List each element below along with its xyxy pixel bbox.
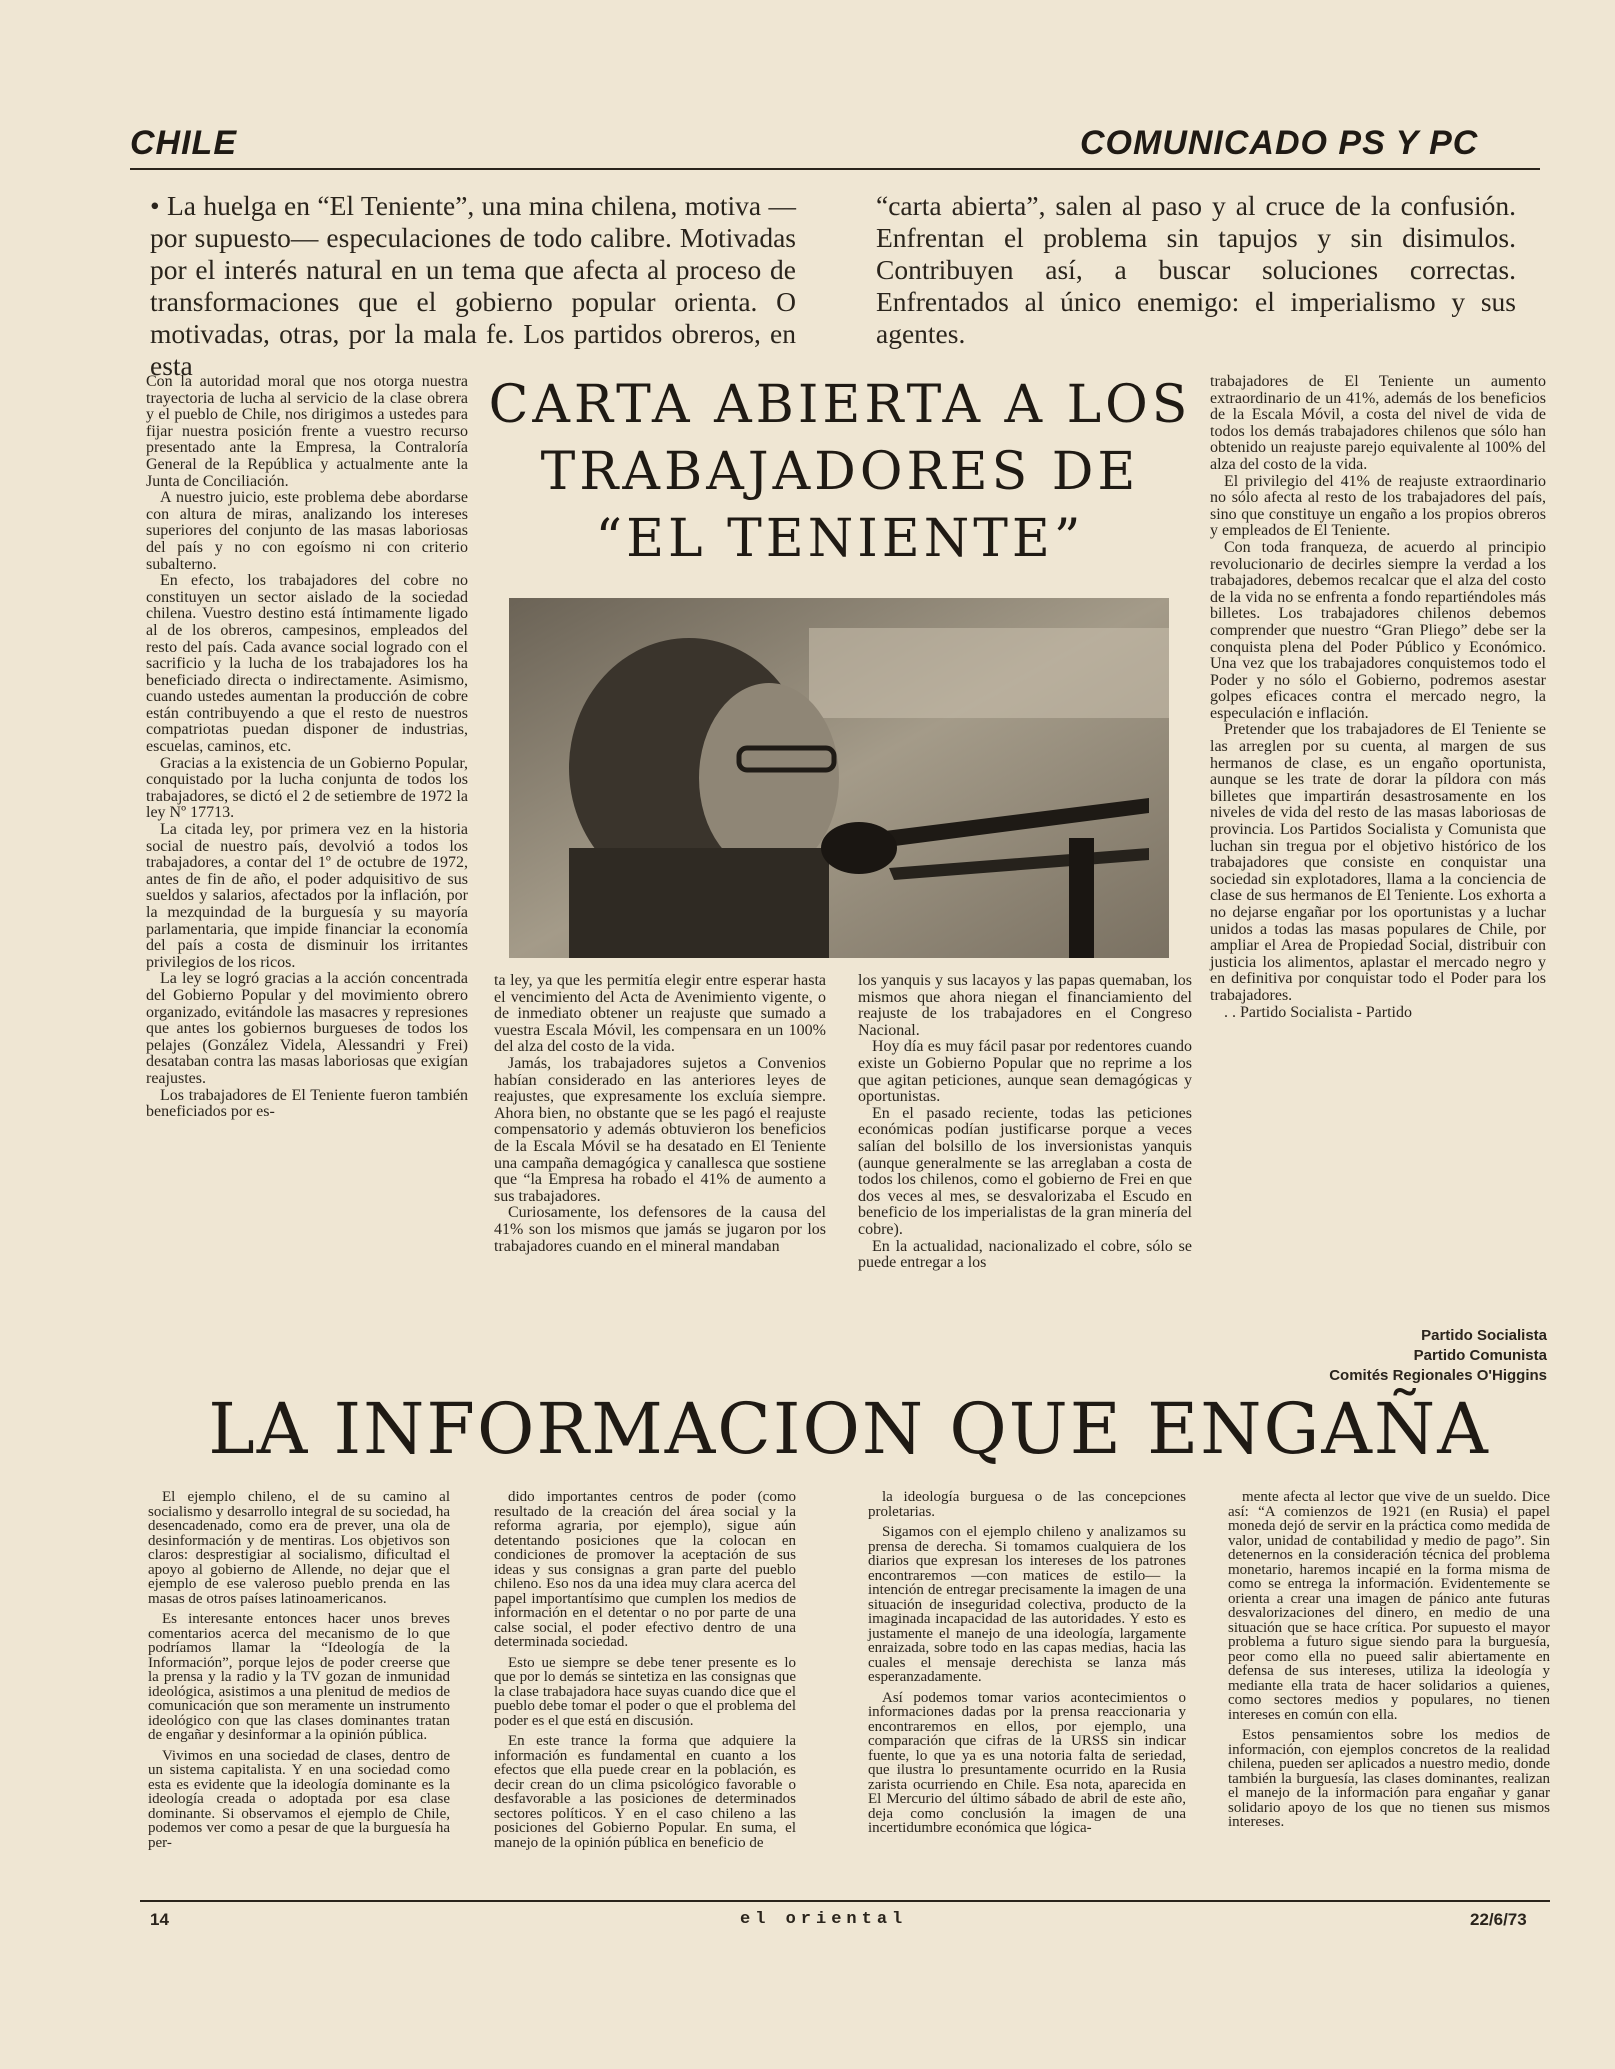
title-line: TRABAJADORES DE bbox=[540, 442, 1140, 502]
paragraph: Sigamos con el ejemplo chileno y analizamos su prensa de derecha. Si tomamos cualquiera de los diarios que expresan los intereses de los patrones encontraremos —con matices de estilo— la intención de entregar precisamente la imagen de una situación de inseguridad colectiva, producto de la imaginada incapacidad de las autoridades. Y esto es justamente el manejo de una ideología, largamente enraizada, sobre todo en las capas medias, hacia las cuales el mensaje derechista se lanza más esperanzadamente. bbox=[868, 1524, 1186, 1685]
paragraph: A nuestro juicio, este problema debe abordarse con altura de miras, analizando los intereses superiores del conjunto de las masas laboriosas del país y no con egoísmo ni con criterio subalterno. bbox=[146, 489, 468, 573]
paragraph: Jamás, los trabajadores sujetos a Convenios habían considerado en las anteriores leyes de reajustes, que expresamente los excluía siempre. Ahora bien, no obstante que se les pagó el reajuste compensatorio y además obtuvieron los beneficios de la Escala Móvil se ha desatado en El Teniente una campaña demagógica y canallesca que sostiene que “la Empresa ha robado el 41% de aumento a sus trabajadores. bbox=[494, 1054, 826, 1205]
paragraph: Esto ue siempre se debe tener presente es lo que por lo demás se sintetiza en las consignas que la clase trabajadora hace suyas cuando dice que el pueblo debe tomar el poder o que el problema del poder es el que está en discusión. bbox=[494, 1654, 796, 1729]
article2-column-2 bbox=[494, 1490, 796, 1890]
article2-column-1 bbox=[148, 1490, 450, 1890]
paragraph: los yanquis y sus lacayos y las papas quemaban, los mismos que ahora niegan el financiamiento del reajuste de los trabajadores en el Congreso Nacional. bbox=[858, 972, 1192, 1039]
lead-paragraph-left: • La huelga en “El Teniente”, una mina chilena, motiva —por supuesto— especulaciones de todo calibre. Motivadas por el interés natural en un tema que afecta al proceso de transformaciones que el gobierno popular orienta. O motivadas, otras, por la mala fe. Los partidos obreros, en esta bbox=[150, 190, 796, 381]
speaker-photo-image bbox=[509, 598, 1169, 958]
title-line: CARTA ABIERTA A LOS bbox=[488, 375, 1192, 435]
article1-column-3 bbox=[858, 973, 1192, 1383]
topic-header: COMUNICADO PS Y PC bbox=[1080, 124, 1479, 162]
lead-paragraph-right: “carta abierta”, salen al paso y al cruce de la confusión. Enfrentan el problema sin tapujos y sin disimulos. Contribuyen así, a buscar soluciones correctas. Enfrentados al único enemigo: el imperialismo y sus agentes. bbox=[876, 190, 1516, 349]
article1-column-1 bbox=[146, 374, 468, 1374]
paragraph: mente afecta al lector que vive de un sueldo. Dice así: “A comienzos de 1921 (en Rusia) el papel moneda dejó de servir en la práctica como medida de valor, unidad de contabilidad y medio de pago”. Sin detenernos en la consideración técnica del problema monetario, haremos incapié en la forma misma de como se entrega la información. Evidentemente se orienta a crear una imagen de pánico ante futuras desvalorizaciones del dinero, en medio de una situación que se hace crítica. Por supuesto el mayor problema a futuro sigue siendo para la burguesía, peor como ella no pueed salir abiertamente en defensa de sus intereses, utiliza la ideología y mediante ella trata de hacer solidarios a quienes, como sectores medios y populares, no tienen intereses en común con ella. bbox=[1228, 1489, 1550, 1723]
paragraph: Los trabajadores de El Teniente fueron también beneficiados por es- bbox=[146, 1086, 468, 1121]
paragraph: La citada ley, por primera vez en la historia social de nuestro país, devolvió a todos los trabajadores, a contar del 1º de octubre de 1972, antes de fin de año, el poder adquisitivo de sus sueldos y salarios, afectados por la inflación, por la mezquindad de la burguesía y su mayoría parlamentaria, que impide financiar la economía del país a costa de disminuir los irritantes privilegios de los ricos. bbox=[146, 821, 468, 971]
footer-rule bbox=[140, 1900, 1550, 1902]
paragraph: dido importantes centros de poder (como resultado de la creación del área social y la reforma agraria, por ejemplo), sigue aún detentando posiciones que la colocan en condiciones de promover la aceptación de sus ideas y sus consignas a gran parte del pueblo chileno. Eso nos da una idea muy clara acerca del papel importantísimo que cumplen los medios de información en el detentar o no por parte de una calse social, el poder efectivo dentro de una determinada sociedad. bbox=[494, 1489, 796, 1650]
signature-line: Partido Comunista bbox=[1413, 1347, 1547, 1364]
speaker-photo bbox=[509, 598, 1169, 958]
issue-date: 22/6/73 bbox=[1470, 1910, 1527, 1929]
paragraph: Hoy día es muy fácil pasar por redentores cuando existe un Gobierno Popular que no reprime a los que agitan peticiones, aunque sean demagógicas y oportunistas. bbox=[858, 1038, 1192, 1106]
paragraph: Es interesante entonces hacer unos breves comentarios acerca del mecanismo de lo que podríamos llamar la “Ideología de la Información”, porque lejos de poder creerse que la prensa y la radio y la TV gozan de inmunidad ideológica, asistimos a una plenitud de medios de comunicación que son meramente un instrumento ideológico con que las clases dominantes tratan de engañar y desinformar a la opinión pública. bbox=[148, 1611, 450, 1743]
paragraph: En la actualidad, nacionalizado el cobre, sólo se puede entregar a los bbox=[858, 1237, 1192, 1272]
paragraph: Vivimos en una sociedad de clases, dentro de un sistema capitalista. Y en una sociedad como esta es evidente que la ideología dominante es la ideología creada o adoptada por esa clase dominante. Si observamos el ejemplo de Chile, podemos ver como a pesar de que la burguesía ha per- bbox=[148, 1747, 450, 1851]
paragraph: ta ley, ya que les permitía elegir entre esperar hasta el vencimiento del Acta de Avenimiento vigente, o de inmediato obtener un reajuste que sumado a vuestra Escala Móvil, les compensara en un 100% del alza del costo de la vida. bbox=[494, 972, 826, 1056]
signature-line: Partido Socialista bbox=[1421, 1327, 1547, 1344]
paragraph: En el pasado reciente, todas las peticiones económicas podían justificarse porque a veces salían del bolsillo de los inversionistas yanquis (aunque generalmente se las arreglaban a costa de todos los chilenos, como el gobierno de Frei en que dos veces al mes, se desvalorizaba el Escudo en beneficio de los imperialistas de la gran minería del cobre). bbox=[858, 1104, 1192, 1238]
article1-column-4 bbox=[1210, 374, 1546, 1319]
section-header: CHILE bbox=[130, 124, 237, 162]
paragraph: Así podemos tomar varios acontecimientos o informaciones dadas por la prensa reaccionaria y encontraremos en ellos, por ejemplo, una comparación que cifras de la URSS sin indicar fuente, lo que ya es una notoria falta de seriedad, que ilustra lo presuntamente ocurrido en la Rusia zarista ocurriendo en Chile. Esa nota, aparecida en El Mercurio del último sábado de abril de este año, deja como conclusión la imagen de una incertidumbre económica que lógica- bbox=[868, 1689, 1186, 1836]
paragraph: Estos pensamientos sobre los medios de información, con ejemplos concretos de la realidad chilena, pueden ser aplicados a nuestro medio, donde también la burguesía, las clases dominantes, realizan el manejo de la información para engañar y ganar solidario apoyo de los que no tienen sus mismos intereses. bbox=[1228, 1727, 1550, 1830]
paragraph: Pretender que los trabajadores de El Teniente se las arreglen por su cuenta, al margen de sus hermanos de clase, es un engaño oportunista, aunque se les trate de dorar la píldora con más billetes que impartirán desastrosamente en los niveles de vida del resto de las masas laboriosas de provincia. Los Partidos Socialista y Comunista que luchan sin tregua por el objetivo histórico de los trabajadores que consiste en conquistar una sociedad sin explotadores, llama a la conciencia de clase de sus hermanos de El Teniente. Los exhorta a no dejarse engañar por los oportunistas y a luchar unidos a todas las masas populares de Chile, por ampliar el Area de Propiedad Social, distribuir con justicia los alimentos, aplastar el mercado negro y en definitiva por conquistar todo el Poder para los trabajadores. bbox=[1210, 721, 1546, 1004]
paragraph: Gracias a la existencia de un Gobierno Popular, conquistado por la lucha conjunta de todos los trabajadores, se dictó el 2 de setiembre de 1972 la ley Nº 17713. bbox=[146, 754, 468, 822]
paragraph: El ejemplo chileno, el de su camino al socialismo y desarrollo integral de su sociedad, ha desencadenado, como era de prever, una ola de desinformación y de mentiras. Los objetivos son claros: desprestigiar al socialismo, dificultad el apoyo al gobierno de Allende, no dejar que el ejemplo de ese valeroso pueblo prenda en las masas de otros países latinoamericanos. bbox=[148, 1489, 450, 1607]
paragraph: Curiosamente, los defensores de la causa del 41% son los mismos que jamás se jugaron por los trabajadores cuando en el mineral mandaban bbox=[494, 1204, 826, 1255]
header-rule bbox=[130, 168, 1540, 170]
paragraph: El privilegio del 41% de reajuste extraordinario no sólo afecta al resto de los trabajadores del país, sino que constituye un engaño a los propios obreros y empleados de El Teniente. bbox=[1210, 472, 1546, 540]
article2-column-4 bbox=[1228, 1490, 1550, 1890]
signature-block bbox=[1195, 1326, 1547, 1386]
article-title-carta-abierta bbox=[480, 372, 1200, 573]
paragraph: Con toda franqueza, de acuerdo al principio revolucionario de decirles siempre la verdad a los trabajadores, debemos recalcar que el alza del costo de la vida no se enfrenta a fondo repartiéndoles más billetes. Los trabajadores chilenos debemos comprender que nuestro “Gran Pliego” debe ser la conquista plena del Poder Público y Económico. Una vez que los trabajadores conquistemos todo el Poder y no sólo el Gobierno, podremos asestar golpes eficaces contra el mercado negro, la especulación e inflación. bbox=[1210, 538, 1546, 722]
paragraph: En efecto, los trabajadores del cobre no constituyen un sector aislado de la sociedad chilena. Vuestro destino está íntimamente ligado al de los obreros, campesinos, empleados del resto del país. Cada avance social logrado con el sacrificio y la lucha de los trabajadores los ha beneficiado directa o indirectamente. Asimismo, cuando ustedes aumentan la producción de cobre están contribuyendo a que el resto de nuestros compatriotas puedan disponer de industrias, escuelas, caminos, etc. bbox=[146, 572, 468, 756]
article-title-informacion: LA INFORMACION QUE ENGAÑA bbox=[208, 1388, 1490, 1470]
publication-name: el oriental bbox=[740, 1910, 908, 1929]
paragraph: . . Partido Socialista - Partido bbox=[1224, 1003, 1412, 1021]
paragraph: En este trance la forma que adquiere la información es fundamental en cuanto a los efectos que ella puede crear en la población, es decir crean do un clima psicológico favorable o desfavorable a las posiciones de determinados sectores políticos. Y en el caso chileno a las posiciones del Gobierno Popular. En suma, el manejo de la opinión pública en beneficio de bbox=[494, 1733, 796, 1851]
paragraph: trabajadores de El Teniente un aumento extraordinario de un 41%, además de los beneficios de la Escala Móvil, a costa del nivel de vida de todos los demás trabajadores chilenos que sólo han obtenido un reajuste parejo equivalente al 100% del alza del costo de la vida. bbox=[1210, 373, 1546, 473]
title-line: “EL TENIENTE” bbox=[595, 509, 1085, 569]
article1-column-2 bbox=[494, 973, 826, 1383]
article2-column-3 bbox=[868, 1490, 1186, 1890]
paragraph: Con la autoridad moral que nos otorga nuestra trayectoria de lucha al servicio de la clase obrera y el pueblo de Chile, nos dirigimos a ustedes para fijar nuestra posición frente a vuestro recurso presentado ante la Empresa, la Contraloría General de la República y actualmente ante la Junta de Conciliación. bbox=[146, 373, 468, 490]
signature-line: Comités Regionales O'Higgins bbox=[1329, 1367, 1547, 1384]
paragraph: la ideología burguesa o de las concepciones proletarias. bbox=[868, 1489, 1186, 1520]
page-number: 14 bbox=[150, 1910, 169, 1929]
paragraph: La ley se logró gracias a la acción concentrada del Gobierno Popular y del movimiento obrero organizado, evitándole las masacres y represiones que antes los gobiernos burgueses de todos los pelajes (González Videla, Alessandri y Frei) desataban contra las masas laboriosas que exigían reajustes. bbox=[146, 970, 468, 1087]
